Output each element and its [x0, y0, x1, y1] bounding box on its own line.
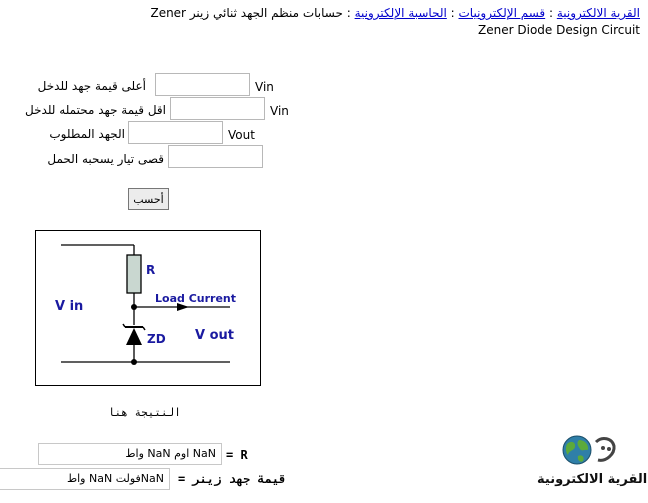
vin-min-unit: Vin [270, 104, 289, 118]
page-title: حسابات منظم الجهد ثنائي زينر Zener [150, 6, 343, 20]
resistor-result-label: = R [226, 448, 248, 462]
resistor-result-field[interactable]: NaN اوم NaN واط [38, 443, 222, 465]
calculate-button[interactable]: أحسب [128, 188, 169, 210]
breadcrumb [150, 6, 640, 20]
load-current-label: قصى تيار يسحبه الحمل [47, 152, 164, 166]
breadcrumb-calculator-link[interactable]: الحاسبة الإلكترونية [354, 6, 447, 20]
vin-min-label: اقل قيمة جهد محتمله للدخل [25, 103, 166, 117]
site-logo[interactable] [558, 432, 622, 475]
load-current-text: Load Current [155, 292, 236, 305]
zener-result-label: قيمة جهد زينر = [178, 472, 287, 486]
vin-max-unit: Vin [255, 80, 274, 94]
vout-label: الجهد المطلوب [49, 127, 125, 141]
vout-unit: Vout [228, 128, 255, 142]
zener-cathode-tip [123, 324, 125, 327]
resistor-symbol [127, 255, 141, 293]
breadcrumb-section-link[interactable]: قسم الإلكترونيات [458, 6, 546, 20]
load-current-input[interactable] [168, 145, 263, 168]
vout-input[interactable] [128, 121, 223, 144]
breadcrumb-home-link[interactable]: القرية الالكترونية [556, 6, 640, 20]
vout-text: V out [195, 328, 234, 343]
breadcrumb-separator: : [446, 6, 459, 20]
breadcrumb-separator: : [342, 6, 355, 20]
zener-label: ZD [147, 332, 166, 346]
vin-min-input[interactable] [170, 97, 265, 120]
result-heading: النتيجة هنا [108, 406, 181, 419]
zener-diode-symbol [126, 328, 142, 345]
vin-max-input[interactable] [155, 73, 250, 96]
breadcrumb-separator: : [545, 6, 557, 20]
page-subtitle: Zener Diode Design Circuit [478, 23, 640, 37]
circuit-diagram-svg [36, 231, 260, 385]
junction-dot [131, 359, 137, 365]
zener-cathode-tip [143, 327, 145, 330]
junction-dot [131, 304, 137, 310]
globe-logo-icon [558, 432, 622, 472]
circuit-diagram [35, 230, 261, 386]
zener-result-field[interactable]: NaNفولت NaN واط [0, 468, 170, 490]
site-logo-text: القرية الالكترونية [537, 472, 648, 487]
resistor-label: R [146, 263, 156, 277]
vin-max-label: أعلى قيمة جهد للدخل [37, 79, 146, 93]
vin-text: V in [55, 299, 84, 314]
